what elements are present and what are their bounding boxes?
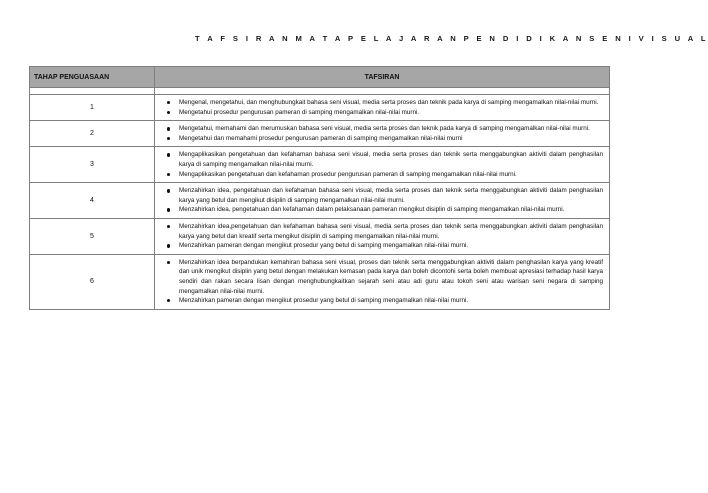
description-list [161,98,603,117]
bullet-icon [167,299,170,302]
level-cell: 2 [30,121,155,147]
list-item-text: Menzahirkan pameran dengan mengikut prosedur yang betul di samping mengamalkan nilai-nilai murni. [179,297,469,305]
description-list [161,222,603,251]
table-body [30,88,610,310]
list-item-text: Menzahirkan idea, pengetahuan dan kefahaman bahasa seni visual, media serta proses dan teknik serta menggabungkan aktiviti dalam penghasilan karya yang betul dan mengikut disiplin di samping mengamalkan nilai-nilai murni. [179,187,603,204]
description-list [161,258,603,306]
bullet-icon [167,127,170,130]
bullet-icon [167,153,170,156]
bullet-icon [167,137,170,140]
list-item [179,124,603,134]
table-row [30,254,610,309]
table-row [30,121,610,147]
spacer-cell [30,88,155,95]
bullet-icon [167,244,170,247]
header-spacer-row [30,88,610,95]
table-header-row [30,67,610,88]
description-cell [155,183,610,219]
header-tahap-penguasaan: TAHAP PENGUASAAN [30,67,155,88]
description-list [161,186,603,215]
list-item [179,150,603,169]
bullet-icon [167,208,170,211]
list-item-text: Menzahirkan idea,pengetahuan dan kefahaman bahasa seni visual, media serta proses dan teknik serta menggabungkan aktiviti dalam penghasilan karya yang betul dan kreatif serta mengikut disiplin di samping mengamalkan nilai-nilai murni. [179,222,603,240]
table-row [30,147,610,183]
bullet-icon [167,225,170,228]
bullet-icon [167,173,170,176]
level-cell: 4 [30,183,155,219]
bullet-icon [167,101,170,104]
list-item [179,258,603,296]
list-item-text: Menzahirkan idea, pengetahuan dan kefahaman dalam pelaksanaan pameran mengikut disiplin di samping mengamalkan nilai-nilai murni. [179,206,565,214]
description-list [161,124,603,143]
list-item-text: Menzahirkan pameran dengan mengikut prosedur yang betul di samping mengamalkan nilai-nilai murni. [179,242,469,250]
description-cell [155,218,610,254]
list-item-text: Mengetahui dan memahami prosedur pengurusan pameran di samping mengamalkan nilai-nilai murni [179,134,463,142]
description-list [161,150,603,179]
bullet-icon [167,189,170,192]
list-item [179,108,603,118]
list-item-text: Mengaplikasikan pengetahuan dan kefahaman bahasa seni visual, media serta proses dan teknik serta menggabungkan aktiviti dalam penghasilan karya di samping mengamalkan nilai-nilai murni. [179,151,603,168]
list-item [179,241,603,251]
list-item [179,222,603,241]
bullet-icon [167,111,170,114]
description-cell [155,121,610,147]
description-cell [155,254,610,309]
table-row [30,183,610,219]
list-item [179,98,603,108]
document-title: T A F S I R A N M A T A P E L A J A R A N P E N D I D I K A N S E N I V I S U A L [195,34,708,43]
tafsiran-table [29,66,610,310]
list-item [179,296,603,306]
description-cell [155,95,610,121]
spacer-cell [155,88,610,95]
list-item-text: Menzahirkan idea berpandukan kemahiran bahasa seni visual, proses dan teknik serta menggabungkan aktiviti dalam penghasilan karya yang kreatif dan unik mengikut disiplin yang betul dengan melakukan kemasan pada karya dan boleh dicontohi serta boleh membuat apresiasi terhadap hasil karya sendiri dan rakan secara lisan dengan menghubungkaitkan sejarah seni atau adi guru atau tokoh seni atau warisan seni negara di samping mengamalkan nilai-nilai murni. [179,258,603,295]
table-row [30,95,610,121]
list-item [179,170,603,180]
list-item [179,186,603,205]
level-cell: 6 [30,254,155,309]
table-row [30,218,610,254]
list-item-text: Mengenal, mengetahui, dan menghubungkait bahasa seni visual, media serta proses dan teknik pada karya di samping mengamalkan nilai-nilai murni. [179,99,599,106]
level-cell: 1 [30,95,155,121]
list-item [179,134,603,144]
header-tafsiran: TAFSIRAN [155,67,610,88]
list-item-text: Mengetahui prosedur pengurusan pameran di samping mengamalkan nilai-nilai murni. [179,108,420,116]
list-item-text: Mengaplikasikan pengetahuan dan kefahaman prosedur pengurusan pameran di samping mengamalkan nilai-nilai murni. [179,170,517,178]
list-item [179,205,603,215]
level-cell: 5 [30,218,155,254]
description-cell [155,147,610,183]
bullet-icon [167,261,170,264]
level-cell: 3 [30,147,155,183]
list-item-text: Mengetahui, memahami dan merumuskan bahasa seni visual, media serta proses dan teknik pada karya di samping mengamalkan nilai-nilai murni. [179,125,590,133]
